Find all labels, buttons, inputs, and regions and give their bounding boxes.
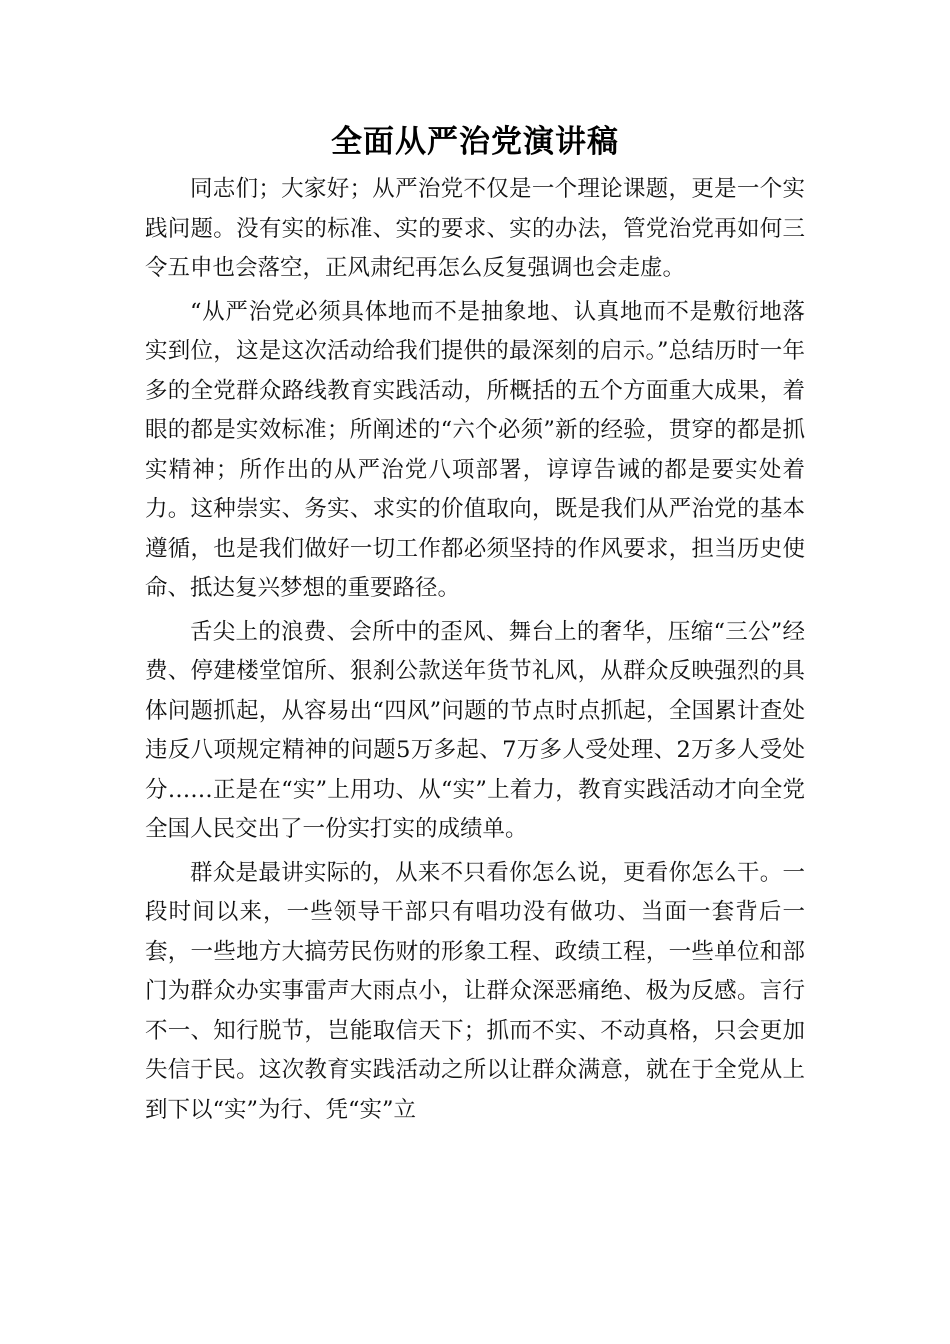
- document-title: 全面从严治党演讲稿: [331, 124, 619, 160]
- document-body: [145, 170, 805, 1134]
- paragraph: 同志们；大家好；从严治党不仅是一个理论课题，更是一个实践问题。没有实的标准、实的要求、实的办法，管党治党再如何三令五申也会落空，正风肃纪再怎么反复强调也会走虚。: [145, 176, 805, 281]
- paragraph: 群众是最讲实际的，从来不只看你怎么说，更看你怎么干。一段时间以来，一些领导干部只有唱功没有做功、当面一套背后一套，一些地方大搞劳民伤财的形象工程、政绩工程，一些单位和部门为群众办实事雷声大雨点小，让群众深恶痛绝、极为反感。言行不一、知行脱节，岂能取信天下；抓而不实、不动真格，只会更加失信于民。这次教育实践活动之所以让群众满意，就在于全党从上到下以“实”为行、凭“实”立: [145, 859, 805, 1123]
- paragraph: 舌尖上的浪费、会所中的歪风、舞台上的奢华，压缩“三公”经费、停建楼堂馆所、狠刹公款送年货节礼风，从群众反映强烈的具体问题抓起，从容易出“四风”问题的节点时点抓起，全国累计查处违反八项规定精神的问题5万多起、7万多人受处理、2万多人受处分……正是在“实”上用功、从“实”上着力，教育实践活动才向全党全国人民交出了一份实打实的成绩单。: [145, 618, 805, 842]
- paragraph: “从严治党必须具体地而不是抽象地、认真地而不是敷衍地落实到位，这是这次活动给我们提供的最深刻的启示。”总结历时一年多的全党群众路线教育实践活动，所概括的五个方面重大成果，着眼的都是实效标准；所阐述的“六个必须”新的经验，贯穿的都是抓实精神；所作出的从严治党八项部署，谆谆告诫的都是要实处着力。这种崇实、务实、求实的价值取向，既是我们从严治党的基本遵循，也是我们做好一切工作都必须坚持的作风要求，担当历史使命、抵达复兴梦想的重要路径。: [145, 298, 805, 601]
